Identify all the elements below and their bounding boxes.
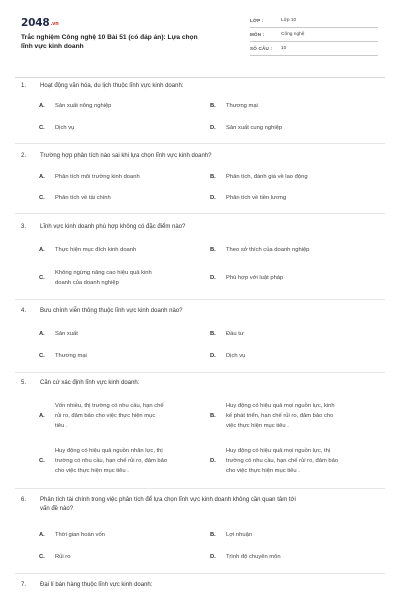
meta-class-label: LỚP : xyxy=(250,18,264,23)
question-divider xyxy=(15,488,385,489)
meta-class-value[interactable]: Lớp 10 xyxy=(281,18,297,23)
meta-subject-label: MÔN : xyxy=(250,32,265,37)
header-divider xyxy=(15,77,385,78)
meta-row-class xyxy=(250,14,378,28)
question-text: 5. Căn cứ xác định lĩnh vực kinh doanh: xyxy=(21,380,140,386)
document-title-line-2: lĩnh vực kinh doanh xyxy=(21,43,84,51)
question-divider xyxy=(15,372,385,373)
page-header xyxy=(0,0,400,68)
question-text: 4. Bưu chính viễn thông thuộc lĩnh vực kinh doanh nào? xyxy=(21,308,183,314)
meta-row-subject xyxy=(250,28,378,42)
question-text: 3. Lĩnh vực kinh doanh phù hợp không có đặc điểm nào? xyxy=(21,224,186,230)
meta-info-box xyxy=(250,14,378,56)
question-divider xyxy=(15,213,385,214)
meta-subject-value[interactable]: Công nghệ xyxy=(281,32,305,37)
meta-count-label: SỐ CÂU : xyxy=(250,46,273,51)
meta-count-value: 10 xyxy=(281,46,287,51)
question-divider xyxy=(15,573,385,574)
question-text: 2. Trường hợp phân tích nào sai khi lựa chọn lĩnh vực kinh doanh? xyxy=(21,153,212,159)
question-text: 1. Hoạt động văn hóa, du lịch thuộc lĩnh vực kinh doanh: xyxy=(21,83,184,89)
meta-row-count xyxy=(250,42,378,56)
question-text: 7. Đại lí bán hàng thuộc lĩnh vực kinh doanh: xyxy=(21,582,153,588)
site-logo[interactable] xyxy=(21,17,59,29)
question-divider xyxy=(15,299,385,300)
question-text: 6. Phân tích tài chính trong việc phân tích để lựa chọn lĩnh vực kinh doanh không cần quan tâm tới vấn đề nào? xyxy=(21,497,296,512)
document-title-line-1: Trắc nghiệm Công nghệ 10 Bài 51 (có đáp án): Lựa chọn xyxy=(21,34,198,41)
logo-main: 2048 xyxy=(21,17,50,29)
document-title xyxy=(21,33,236,51)
logo-suffix: .vn xyxy=(50,21,59,27)
question-divider xyxy=(15,143,385,144)
